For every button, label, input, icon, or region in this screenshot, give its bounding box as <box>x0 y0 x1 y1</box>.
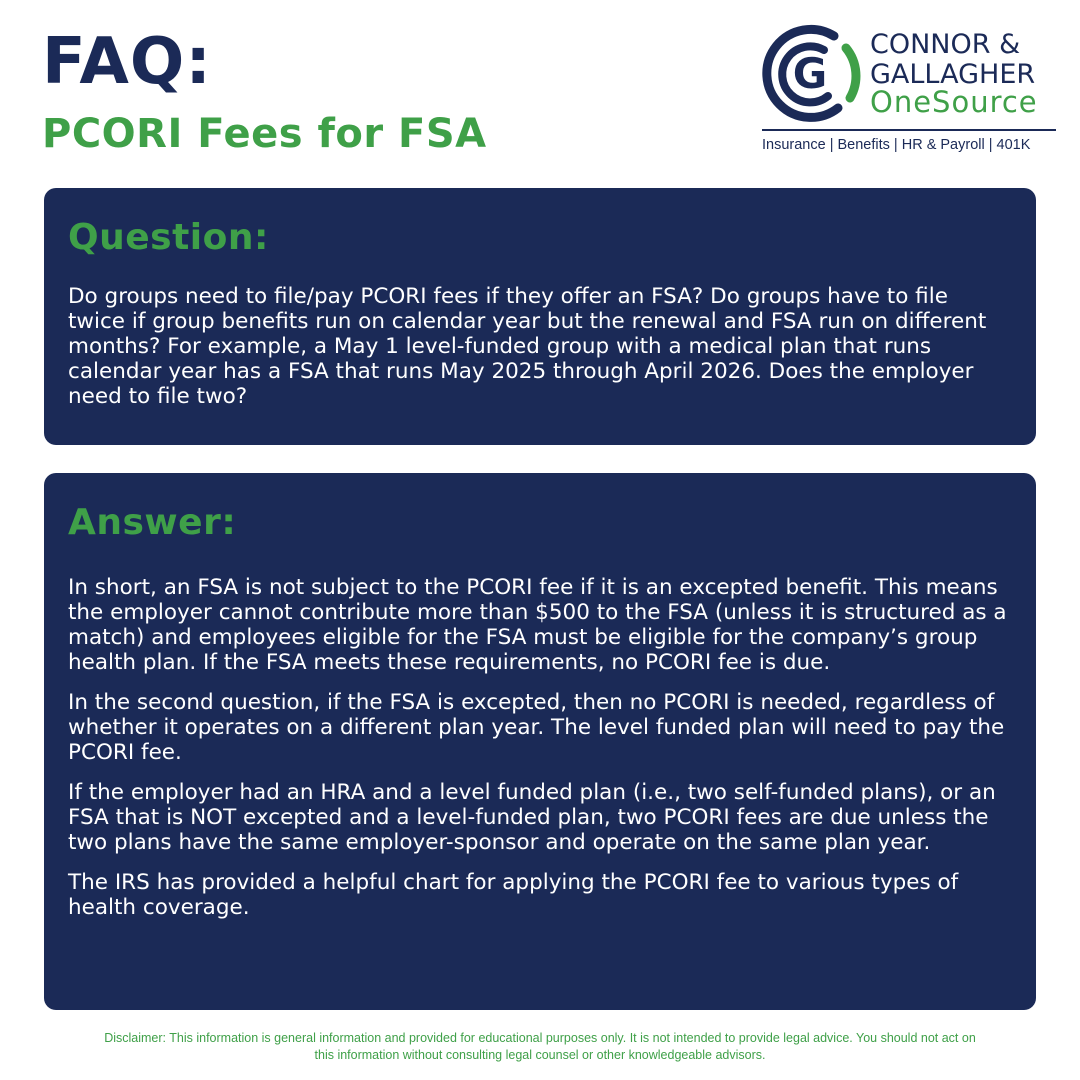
answer-panel <box>44 473 1036 1010</box>
page-subtitle: PCORI Fees for FSA <box>42 111 487 157</box>
logo-tagline: Insurance | Benefits | HR & Payroll | 401K <box>762 137 1031 153</box>
answer-paragraph-2: In the second question, if the FSA is excepted, then no PCORI is needed, regardless of whether it operates on a different plan year. The level funded plan will need to pay the PCORI fee. <box>68 690 1005 765</box>
answer-paragraph-3: If the employer had an HRA and a level funded plan (i.e., two self-funded plans), or an FSA that is NOT excepted and a level-funded plan, two PCORI fees are due unless the two plans have the same employer-sponsor and operate on the same plan year. <box>68 780 996 855</box>
logo-name-line-1: CONNOR & <box>870 29 1021 60</box>
connor-gallagher-logo-mark <box>758 22 862 126</box>
logo-name-line-2: GALLAGHER <box>870 59 1036 90</box>
answer-paragraph-1: In short, an FSA is not subject to the PCORI fee if it is an excepted benefit. This means the employer cannot contribute more than $500 to the FSA (unless it is structured as a match) and employees eligible for the FSA must be eligible for the company’s group health plan. If the FSA meets these requirements, no PCORI fee is due. <box>68 575 1007 675</box>
logo-divider <box>762 129 1056 131</box>
page-title: FAQ: <box>42 25 212 99</box>
logo-onesource: OneSource <box>870 85 1038 119</box>
answer-heading: Answer: <box>68 502 237 543</box>
question-text: Do groups need to file/pay PCORI fees if they offer an FSA? Do groups have to file twice if group benefits run on calendar year but the renewal and FSA run on different months? For example, a May 1 level-funded group with a medical plan that runs calendar year has a FSA that runs May 2025 through April 2026. Does the employer need to file two? <box>68 284 987 409</box>
question-heading: Question: <box>68 217 269 258</box>
answer-paragraph-4: The IRS has provided a helpful chart for applying the PCORI fee to various types of health coverage. <box>68 870 959 920</box>
svg-text:G: G <box>792 49 828 98</box>
logo-company-name <box>870 30 1060 90</box>
disclaimer: Disclaimer: This information is general information and provided for educational purposes only. It is not intended to provide legal advice. You should not act on this information without consulting legal counsel or other knowledgeable advisors. <box>104 1031 976 1062</box>
company-logo <box>758 22 1058 158</box>
question-panel <box>44 188 1036 445</box>
